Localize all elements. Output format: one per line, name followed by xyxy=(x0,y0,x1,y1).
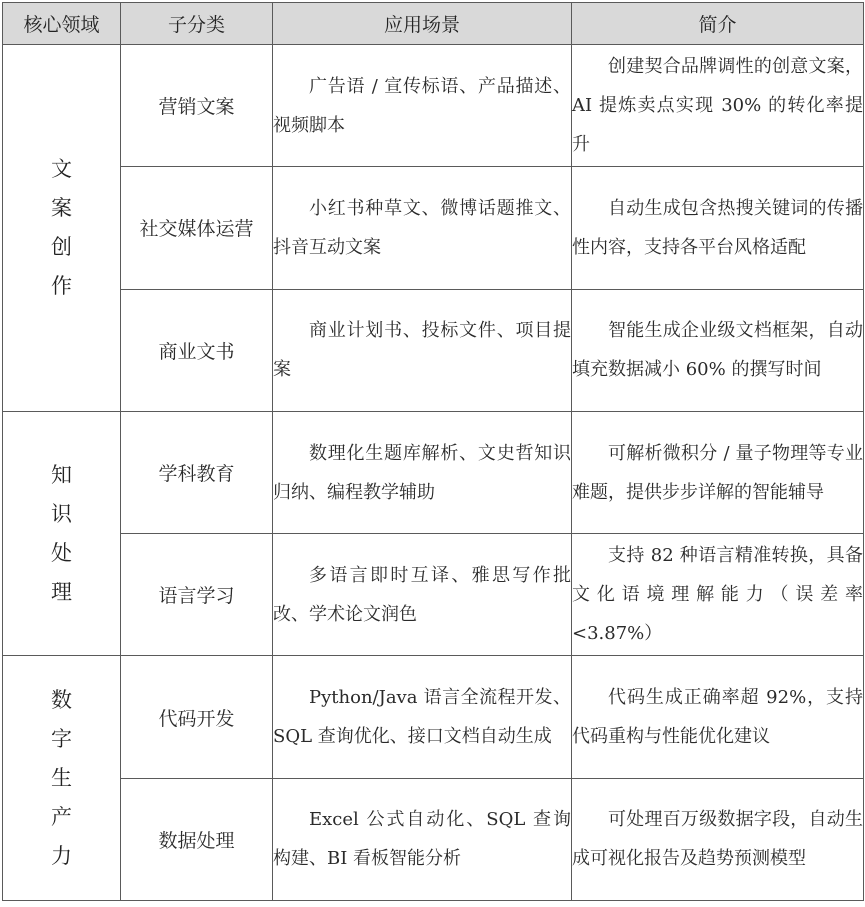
domain-label: 数字生产力 xyxy=(51,687,72,868)
table-row xyxy=(3,289,864,411)
scenario-cell: 数理化生题库解析、文史哲知识归纳、编程教学辅助 xyxy=(273,411,572,533)
brief-cell: 自动生成包含热搜关键词的传播性内容，支持各平台风格适配 xyxy=(572,167,864,289)
brief-cell: 智能生成企业级文档框架，自动填充数据减小 60% 的撰写时间 xyxy=(572,289,864,411)
header-brief: 简介 xyxy=(572,3,864,45)
subcategory-cell: 社交媒体运营 xyxy=(121,167,273,289)
subcategory-cell: 营销文案 xyxy=(121,45,273,167)
header-core-domain: 核心领域 xyxy=(3,3,121,45)
domain-cell-productivity xyxy=(3,656,121,901)
table-row xyxy=(3,45,864,167)
scenario-cell: Python/Java 语言全流程开发、SQL 查询优化、接口文档自动生成 xyxy=(273,656,572,778)
brief-cell: 创建契合品牌调性的创意文案，AI 提炼卖点实现 30% 的转化率提升 xyxy=(572,45,864,167)
domain-label: 知识处理 xyxy=(51,462,72,604)
brief-cell: 代码生成正确率超 92%，支持代码重构与性能优化建议 xyxy=(572,656,864,778)
scenario-cell: 商业计划书、投标文件、项目提案 xyxy=(273,289,572,411)
header-scenario: 应用场景 xyxy=(273,3,572,45)
scenario-cell: 多语言即时互译、雅思写作批改、学术论文润色 xyxy=(273,534,572,656)
header-subcategory: 子分类 xyxy=(121,3,273,45)
domain-cell-copywriting xyxy=(3,45,121,412)
table-row xyxy=(3,167,864,289)
table-container xyxy=(2,2,863,901)
brief-cell: 可处理百万级数据字段，自动生成可视化报告及趋势预测模型 xyxy=(572,778,864,900)
table-row xyxy=(3,656,864,778)
subcategory-cell: 商业文书 xyxy=(121,289,273,411)
brief-cell: 可解析微积分 / 量子物理等专业难题，提供步步详解的智能辅导 xyxy=(572,411,864,533)
scenario-cell: 小红书种草文、微博话题推文、抖音互动文案 xyxy=(273,167,572,289)
table-row xyxy=(3,778,864,900)
subcategory-cell: 数据处理 xyxy=(121,778,273,900)
table-row xyxy=(3,411,864,533)
table-row xyxy=(3,534,864,656)
subcategory-cell: 代码开发 xyxy=(121,656,273,778)
scenario-cell: Excel 公式自动化、SQL 查询构建、BI 看板智能分析 xyxy=(273,778,572,900)
subcategory-cell: 语言学习 xyxy=(121,534,273,656)
subcategory-cell: 学科教育 xyxy=(121,411,273,533)
domain-cell-knowledge xyxy=(3,411,121,656)
ai-application-table xyxy=(2,2,864,901)
scenario-cell: 广告语 / 宣传标语、产品描述、视频脚本 xyxy=(273,45,572,167)
table-header-row xyxy=(3,3,864,45)
domain-label: 文案创作 xyxy=(51,156,72,298)
brief-cell: 支持 82 种语言精准转换，具备文化语境理解能力（误差率 <3.87%） xyxy=(572,534,864,656)
